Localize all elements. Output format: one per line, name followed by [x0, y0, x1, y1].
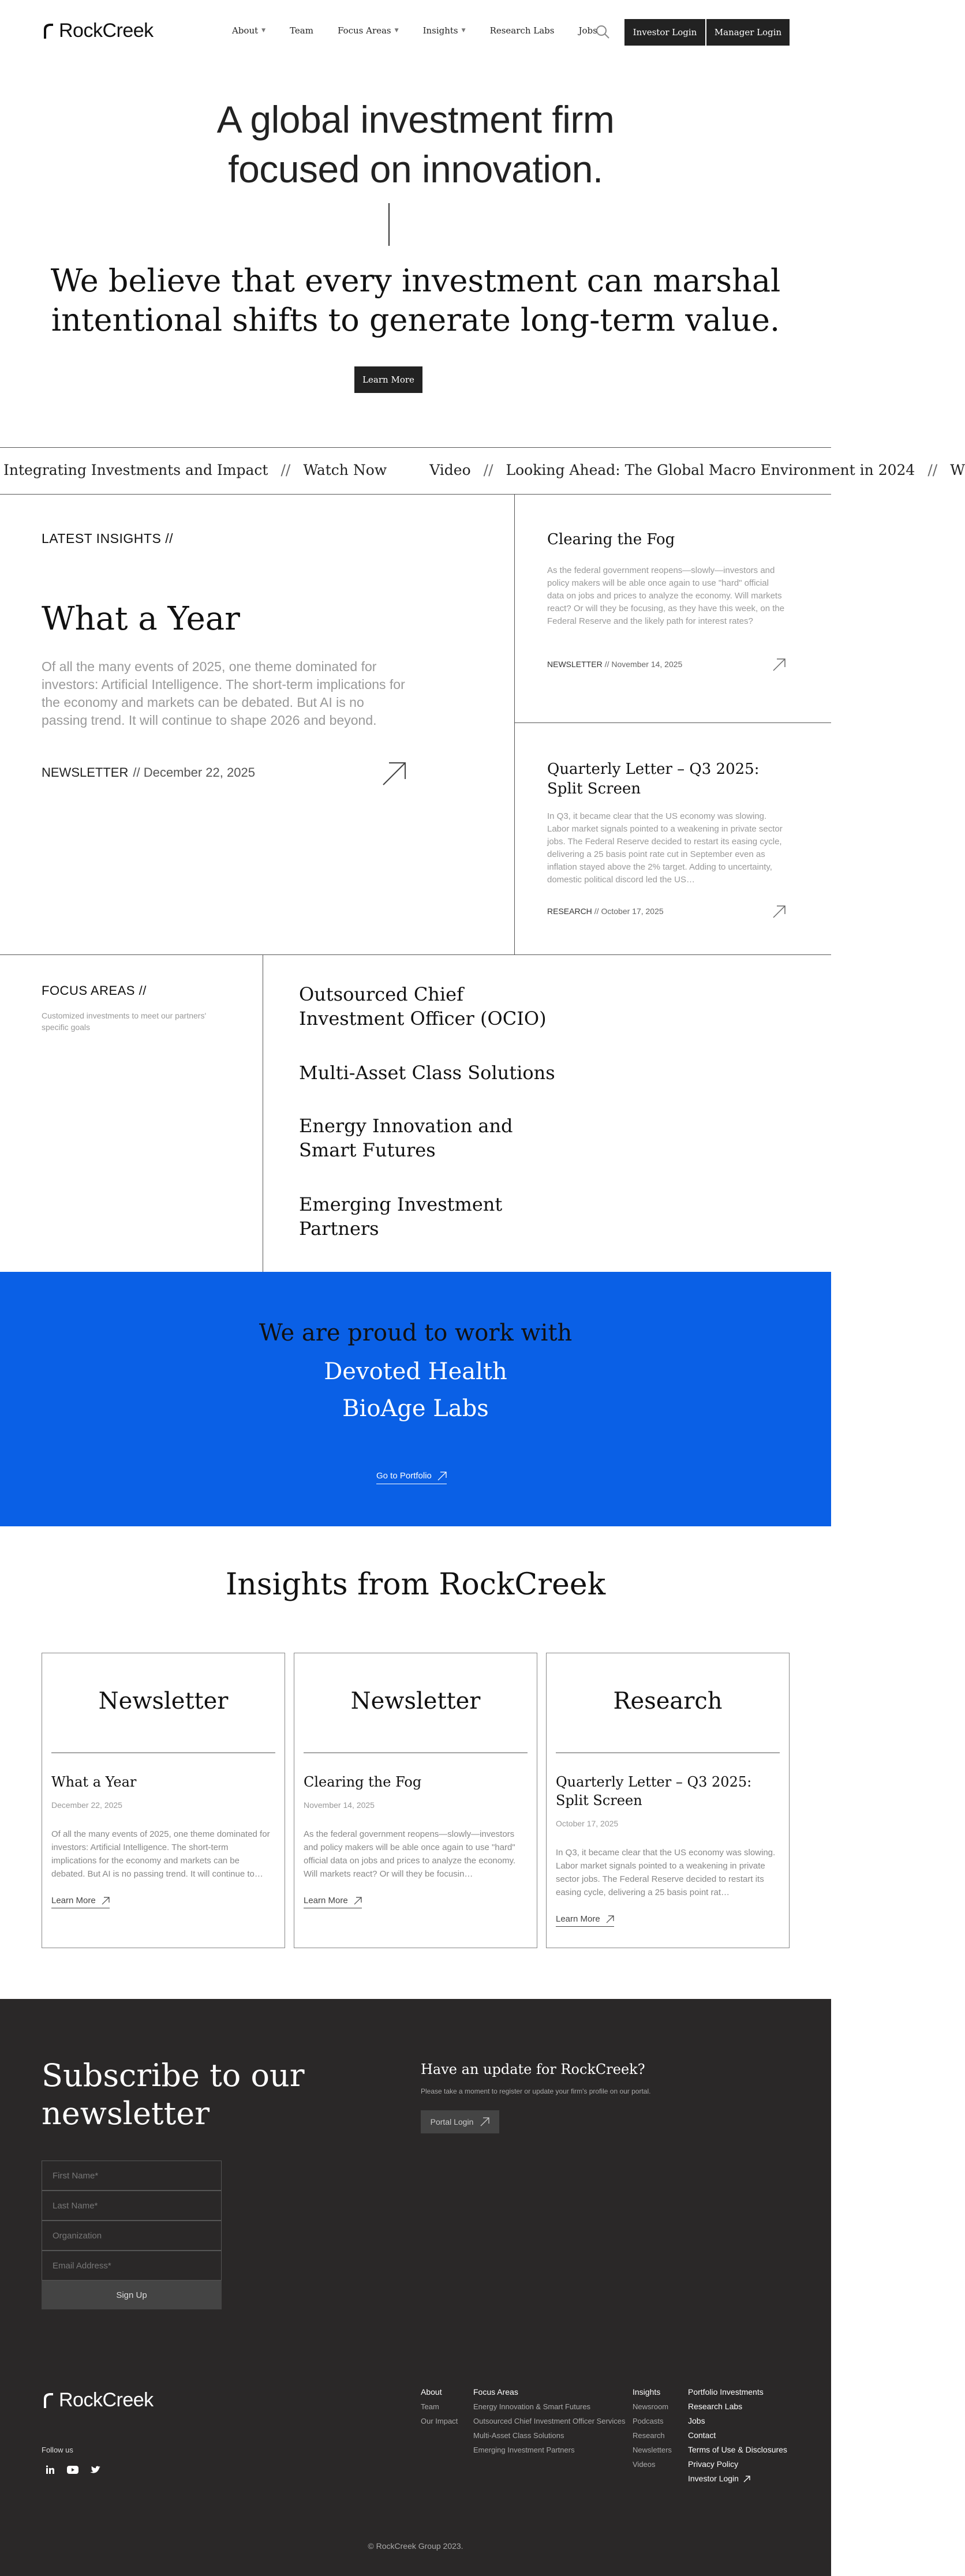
logo-mark-icon	[42, 23, 54, 40]
first-name-field[interactable]: First Name*	[42, 2161, 222, 2191]
side-article-category: RESEARCH	[547, 907, 592, 916]
focus-divider-top	[0, 954, 831, 955]
footer-column-insights	[633, 2385, 672, 2472]
email-field[interactable]: Email Address*	[42, 2251, 222, 2281]
ticker-item[interactable]: Video	[429, 462, 471, 478]
footer-link[interactable]: Newsletters	[633, 2446, 672, 2454]
footer-column-about	[421, 2385, 458, 2428]
chevron-down-icon: ▼	[394, 28, 399, 33]
main-nav	[232, 25, 597, 36]
hero-statement-line1: We believe that every investment can marshal	[50, 263, 781, 299]
focus-item-line: Multi-Asset Class Solutions	[299, 1062, 555, 1084]
side-article-meta	[547, 907, 664, 916]
arrow-up-right-icon	[606, 1915, 614, 1923]
arrow-up-right-icon	[480, 2117, 489, 2126]
subscribe-heading-line: newsletter	[42, 2095, 210, 2132]
sign-up-button[interactable]: Sign Up	[42, 2281, 222, 2309]
go-to-portfolio-label: Go to Portfolio	[376, 1471, 432, 1481]
nav-team[interactable]	[290, 25, 313, 36]
feature-excerpt: Of all the many events of 2025, one theme dominated for investors: Artificial Intelligence. The short-term implications for the economy and markets can be debated. But AI is no passing trend. It will continue to shape 2026 and beyond.	[42, 659, 405, 728]
footer-link[interactable]: Portfolio Investments	[688, 2387, 764, 2397]
focus-item-line: Smart Futures	[299, 1139, 436, 1161]
footer-link[interactable]: Energy Innovation & Smart Futures	[473, 2402, 591, 2411]
focus-item-energy[interactable]	[299, 1114, 513, 1162]
focus-item-ocio[interactable]	[299, 982, 547, 1031]
manager-login-button[interactable]: Manager Login	[706, 19, 790, 46]
subscribe-heading-line: Subscribe to our	[42, 2057, 305, 2094]
ticker-item[interactable]: Watch Now	[303, 462, 387, 478]
nav-focus-areas[interactable]	[338, 25, 399, 36]
focus-item-multi-asset[interactable]	[299, 1061, 555, 1085]
footer-link[interactable]: Research Labs	[688, 2402, 743, 2411]
card-date: October 17, 2025	[556, 1819, 619, 1828]
feature-meta	[42, 765, 255, 780]
side-article-excerpt: In Q3, it became clear that the US economy was slowing. Labor market signals pointed to a weakening in private sector jobs. The Federal Reserve decided to restart its easing cycle, delivering a 25 basis point rate cut in September even as inflation stayed above the 2% target. Adding to uncertainty, domestic political discord led the US…	[547, 811, 783, 885]
portal-login-label: Portal Login	[430, 2117, 474, 2126]
logo-mark-icon	[42, 2392, 54, 2409]
card-date: November 14, 2025	[304, 1800, 375, 1810]
side-article-category: NEWSLETTER	[547, 660, 603, 669]
card-title[interactable]: What a Year	[51, 1774, 137, 1790]
chevron-down-icon: ▼	[261, 28, 266, 33]
search-icon[interactable]	[595, 24, 610, 42]
arrow-up-right-icon	[102, 1897, 110, 1905]
footer-link[interactable]: Multi-Asset Class Solutions	[473, 2431, 564, 2440]
update-heading: Have an update for RockCreek?	[421, 2061, 645, 2077]
nav-insights-label: Insights	[422, 25, 458, 36]
portfolio-company[interactable]: BioAge Labs	[342, 1395, 489, 1422]
insight-card[interactable]	[294, 1653, 537, 1948]
focus-areas-label: FOCUS AREAS //	[42, 983, 147, 998]
learn-more-label: Learn More	[51, 1896, 96, 1905]
latest-insights-label: LATEST INSIGHTS //	[42, 531, 173, 546]
focus-item-line: Partners	[299, 1218, 379, 1240]
site-header	[0, 0, 831, 63]
hero-headline-line1: A global investment firm	[216, 98, 615, 141]
footer-column-focus	[473, 2385, 625, 2457]
nav-about[interactable]	[232, 25, 265, 36]
investor-login-button[interactable]: Investor Login	[624, 19, 705, 46]
card-excerpt: As the federal government reopens—slowly—investors and policy makers will be able once again to use "hard" official data on jobs and prices to analyze the economy. Will markets react? Or will they be focusin…	[304, 1829, 516, 1879]
learn-more-link[interactable]	[51, 1896, 110, 1908]
focus-areas-subtitle: Customized investments to meet our partners' specific goals	[42, 1011, 207, 1032]
learn-more-link[interactable]	[556, 1914, 614, 1927]
arrow-up-right-icon[interactable]	[772, 905, 786, 922]
arrow-up-right-icon[interactable]	[381, 761, 407, 790]
go-to-portfolio-link[interactable]	[376, 1471, 447, 1484]
side-article-excerpt: As the federal government reopens—slowly—investors and policy makers will be able once again to use "hard" official data on jobs and prices to analyze the economy. Will markets react? Or will they be focusing, as they have this week, on the Federal Reserve and the likely path for interest rates?	[547, 566, 785, 626]
follow-us-label: Follow us	[42, 2446, 73, 2454]
arrow-up-right-icon	[743, 2476, 750, 2483]
side-article-meta	[547, 660, 682, 669]
footer-link[interactable]: Our Impact	[421, 2417, 458, 2425]
side-article-title[interactable]: Quarterly Letter – Q3 2025: Split Screen	[547, 761, 760, 797]
ticker-item[interactable]: Integrating Investments and Impact	[3, 462, 268, 478]
insight-card[interactable]	[546, 1653, 790, 1948]
hero-divider	[388, 203, 390, 246]
card-type: Newsletter	[98, 1688, 229, 1714]
side-article-date: // November 14, 2025	[604, 660, 683, 669]
focus-item-line: Outsourced Chief	[299, 983, 463, 1005]
footer-link[interactable]: Emerging Investment Partners	[473, 2446, 575, 2454]
ticker-separator: //	[483, 462, 493, 478]
hero-headline-line2: focused on innovation.	[228, 148, 603, 190]
card-title[interactable]: Clearing the Fog	[304, 1774, 422, 1790]
footer-link[interactable]: Contact	[688, 2431, 716, 2440]
card-excerpt: Of all the many events of 2025, one theme dominated for investors: Artificial Intelligence. The short-term implications for the economy and markets can be debated. But AI is no passing trend. It will continue to…	[51, 1829, 270, 1879]
ticker-item: W	[950, 462, 965, 478]
insights-divider-vertical	[514, 495, 515, 954]
linkedin-icon[interactable]	[44, 2463, 57, 2476]
nav-jobs-label: Jobs	[578, 25, 597, 36]
card-type: Newsletter	[350, 1688, 481, 1714]
focus-item-emerging[interactable]	[299, 1192, 502, 1241]
subscribe-heading	[42, 2057, 305, 2133]
footer-link[interactable]: Newsroom	[633, 2402, 669, 2411]
hero-learn-more-button[interactable]: Learn More	[354, 366, 422, 393]
footer-link[interactable]: Team	[421, 2402, 439, 2411]
card-date: December 22, 2025	[51, 1800, 122, 1810]
rockcreek-logo[interactable]	[42, 20, 154, 42]
focus-item-line: Investment Officer (OCIO)	[299, 1008, 547, 1029]
footer-link[interactable]: Research	[633, 2431, 665, 2440]
footer-link[interactable]: Videos	[633, 2460, 656, 2469]
portfolio-section	[0, 1272, 831, 1526]
footer-link[interactable]: Terms of Use & Disclosures	[688, 2445, 787, 2454]
twitter-icon[interactable]	[89, 2463, 102, 2476]
update-text: Please take a moment to register or update your firm's profile on our portal.	[421, 2087, 651, 2095]
card-excerpt: In Q3, it became clear that the US economy was slowing. Labor market signals pointed to a weakening in private sector jobs. The Federal Reserve decided to restart its easing cycle, delivering a 25 basis point rat…	[556, 1848, 776, 1897]
ticker-gap	[399, 462, 417, 478]
footer-link: Investor Login	[688, 2474, 739, 2483]
arrow-up-right-icon[interactable]	[772, 658, 786, 675]
learn-more-label: Learn More	[304, 1896, 348, 1905]
nav-research-labs[interactable]	[490, 25, 555, 36]
hero-statement-line2: intentional shifts to generate long-term value.	[51, 302, 780, 338]
copyright: © RockCreek Group 2023.	[368, 2541, 463, 2551]
footer-column-heading[interactable]: Focus Areas	[473, 2387, 518, 2397]
last-name-field[interactable]: Last Name*	[42, 2191, 222, 2221]
footer-column-heading[interactable]: About	[421, 2387, 442, 2397]
nav-about-label: About	[232, 25, 259, 36]
nav-research-labs-label: Research Labs	[489, 25, 555, 36]
brand-name: RockCreek	[59, 2389, 154, 2411]
insight-card[interactable]	[42, 1653, 285, 1948]
youtube-icon[interactable]	[66, 2463, 79, 2476]
nav-team-label: Team	[290, 25, 313, 36]
organization-field[interactable]: Organization	[42, 2221, 222, 2251]
card-title[interactable]: Quarterly Letter – Q3 2025: Split Screen	[556, 1774, 752, 1809]
focus-item-line: Emerging Investment	[299, 1193, 503, 1215]
learn-more-label: Learn More	[556, 1914, 600, 1924]
portfolio-heading: We are proud to work with	[259, 1320, 573, 1346]
feature-category: NEWSLETTER	[42, 765, 129, 780]
feature-date: // December 22, 2025	[133, 765, 255, 780]
insights-divider-horizontal	[514, 722, 831, 723]
ticker-separator: //	[280, 462, 291, 478]
card-type: Research	[613, 1688, 723, 1714]
footer-link[interactable]: Outsourced Chief Investment Officer Services	[473, 2417, 626, 2425]
arrow-up-right-icon	[354, 1897, 362, 1905]
nav-focus-areas-label: Focus Areas	[337, 25, 391, 36]
arrow-up-right-icon	[437, 1472, 447, 1481]
insights-heading: Insights from RockCreek	[225, 1567, 606, 1602]
brand-name: RockCreek	[59, 20, 154, 42]
learn-more-link[interactable]	[304, 1896, 362, 1908]
portal-login-button[interactable]	[421, 2110, 499, 2133]
footer-investor-login[interactable]	[688, 2472, 787, 2486]
footer-link[interactable]: Podcasts	[633, 2417, 664, 2425]
footer-logo[interactable]	[42, 2389, 154, 2412]
nav-jobs[interactable]	[578, 25, 597, 36]
site-footer	[0, 1999, 831, 2576]
footer-column-heading[interactable]: Insights	[633, 2387, 661, 2397]
chevron-down-icon: ▼	[461, 28, 466, 33]
side-article-title[interactable]: Clearing the Fog	[547, 531, 675, 548]
ticker-item[interactable]: Looking Ahead: The Global Macro Environment in 2024	[506, 462, 915, 478]
footer-column-links	[688, 2385, 787, 2486]
portfolio-company[interactable]: Devoted Health	[324, 1358, 507, 1385]
news-ticker	[0, 447, 965, 495]
feature-title[interactable]: What a Year	[42, 600, 240, 638]
nav-insights[interactable]	[423, 25, 466, 36]
footer-link[interactable]: Jobs	[688, 2416, 705, 2425]
side-article-date: // October 17, 2025	[594, 907, 664, 916]
footer-link[interactable]: Privacy Policy	[688, 2459, 739, 2469]
ticker-separator: //	[927, 462, 938, 478]
focus-item-line: Energy Innovation and	[299, 1115, 513, 1137]
